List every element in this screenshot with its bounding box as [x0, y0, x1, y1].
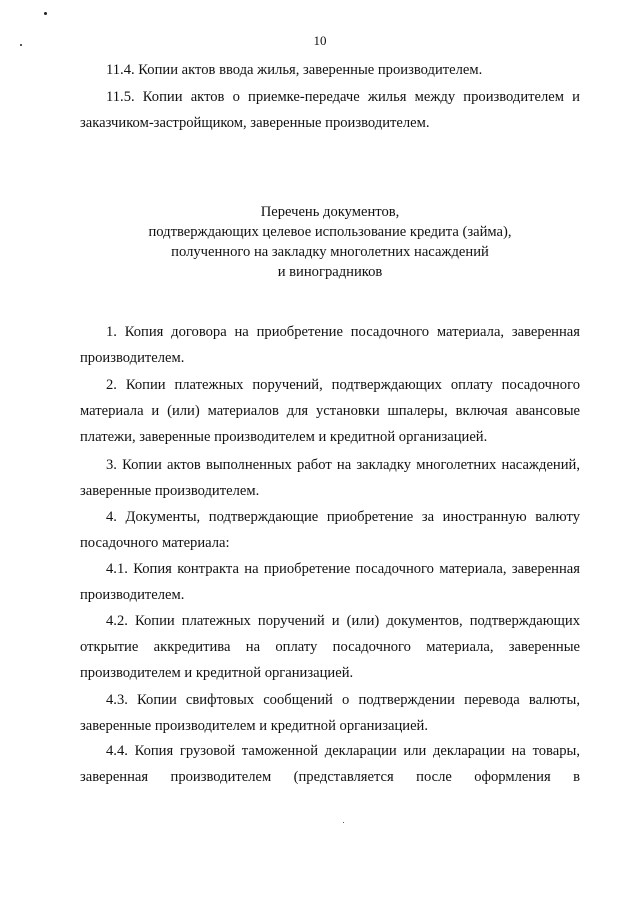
- item-4-4: 4.4. Копия грузовой таможенной декларации или декларации на товары, заверенная производителем (представляется после оформления в: [80, 743, 580, 785]
- item-4-3: 4.3. Копии свифтовых сообщений о подтверждении перевода валюты, заверенные производителем и кредитной организацией.: [80, 692, 580, 734]
- item-11-5: 11.5. Копии актов о приемке-передаче жилья между производителем и заказчиком-застройщиком, заверенные производителем.: [80, 89, 580, 131]
- scan-speck: [343, 822, 344, 823]
- page-number: 10: [313, 33, 327, 48]
- heading-line: полученного на закладку многолетних насаждений: [171, 244, 489, 260]
- item-11-4: 11.4. Копии актов ввода жилья, заверенные производителем.: [106, 62, 483, 78]
- item-4-2: 4.2. Копии платежных поручений и (или) документов, подтверждающих открытие аккредитива на оплату посадочного материала, заверенные производителем и кредитной организацией.: [80, 613, 580, 681]
- item-3: 3. Копии актов выполненных работ на закладку многолетних насаждений, заверенные производителем.: [80, 457, 580, 499]
- item-4-1: 4.1. Копия контракта на приобретение посадочного материала, заверенная производителем.: [80, 561, 580, 603]
- heading-line: подтверждающих целевое использование кредита (займа),: [148, 224, 512, 240]
- section-heading: [80, 202, 580, 282]
- heading-line: Перечень документов,: [260, 204, 400, 220]
- item-2: 2. Копии платежных поручений, подтверждающих оплату посадочного материала и (или) материалов для установки шпалеры, включая авансовые платежи, заверенные производителем и кредитной организацией.: [80, 377, 580, 445]
- heading-line: и виноградников: [277, 264, 383, 280]
- item-4: 4. Документы, подтверждающие приобретение за иностранную валюту посадочного материала:: [80, 509, 580, 551]
- item-1: 1. Копия договора на приобретение посадочного материала, заверенная производителем.: [80, 324, 580, 366]
- scan-speck: [44, 12, 47, 15]
